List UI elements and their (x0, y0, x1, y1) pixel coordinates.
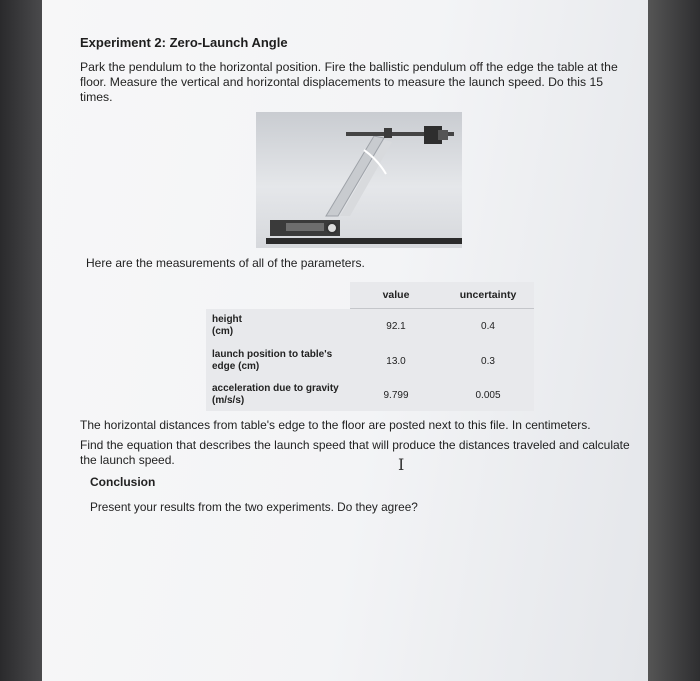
param-value: 9.799 (350, 379, 442, 411)
param-uncertainty: 0.005 (442, 379, 534, 411)
table-row (206, 343, 534, 379)
param-value: 13.0 (350, 343, 442, 379)
header-uncertainty: uncertainty (442, 282, 534, 309)
param-name-line2: edge (cm) (212, 361, 260, 372)
screen-bezel-left (0, 0, 42, 681)
param-name-line1: launch position to table's (212, 349, 333, 360)
param-name (206, 343, 350, 379)
param-name (206, 379, 350, 411)
screen-bezel-right (648, 0, 700, 681)
param-uncertainty: 0.3 (442, 343, 534, 379)
parameters-table (206, 282, 534, 411)
pendulum-photo (256, 112, 462, 248)
header-value: value (350, 282, 442, 309)
table-row (206, 379, 534, 411)
measurements-label: Here are the measurements of all of the parameters. (86, 256, 365, 270)
conclusion-body: Present your results from the two experiments. Do they agree? (90, 500, 418, 514)
intro-paragraph: Park the pendulum to the horizontal position. Fire the ballistic pendulum off the edge the table at the floor. Measure the vertical and horizontal displacements to measure the launch speed. Do this 15 times. (80, 60, 618, 104)
conclusion-heading: Conclusion (90, 475, 156, 489)
table-row (206, 309, 534, 344)
param-name-line1: height (212, 313, 242, 325)
param-name-line2: (cm) (212, 325, 234, 337)
param-name-line2: (m/s/s) (212, 395, 245, 406)
document-page (42, 0, 648, 681)
distances-note: The horizontal distances from table's edge to the floor are posted next to this file. In centimeters. (80, 418, 591, 432)
param-name-line1: acceleration due to gravity (212, 383, 339, 394)
text-cursor-icon: I (398, 455, 405, 474)
find-equation-paragraph: Find the equation that describes the launch speed that will produce the distances traveled and calculate the launch speed. (80, 438, 630, 467)
param-uncertainty: 0.4 (442, 309, 534, 344)
experiment-title: Experiment 2: Zero-Launch Angle (80, 35, 288, 50)
param-name (206, 309, 350, 344)
header-empty (206, 282, 350, 309)
param-value: 92.1 (350, 309, 442, 344)
